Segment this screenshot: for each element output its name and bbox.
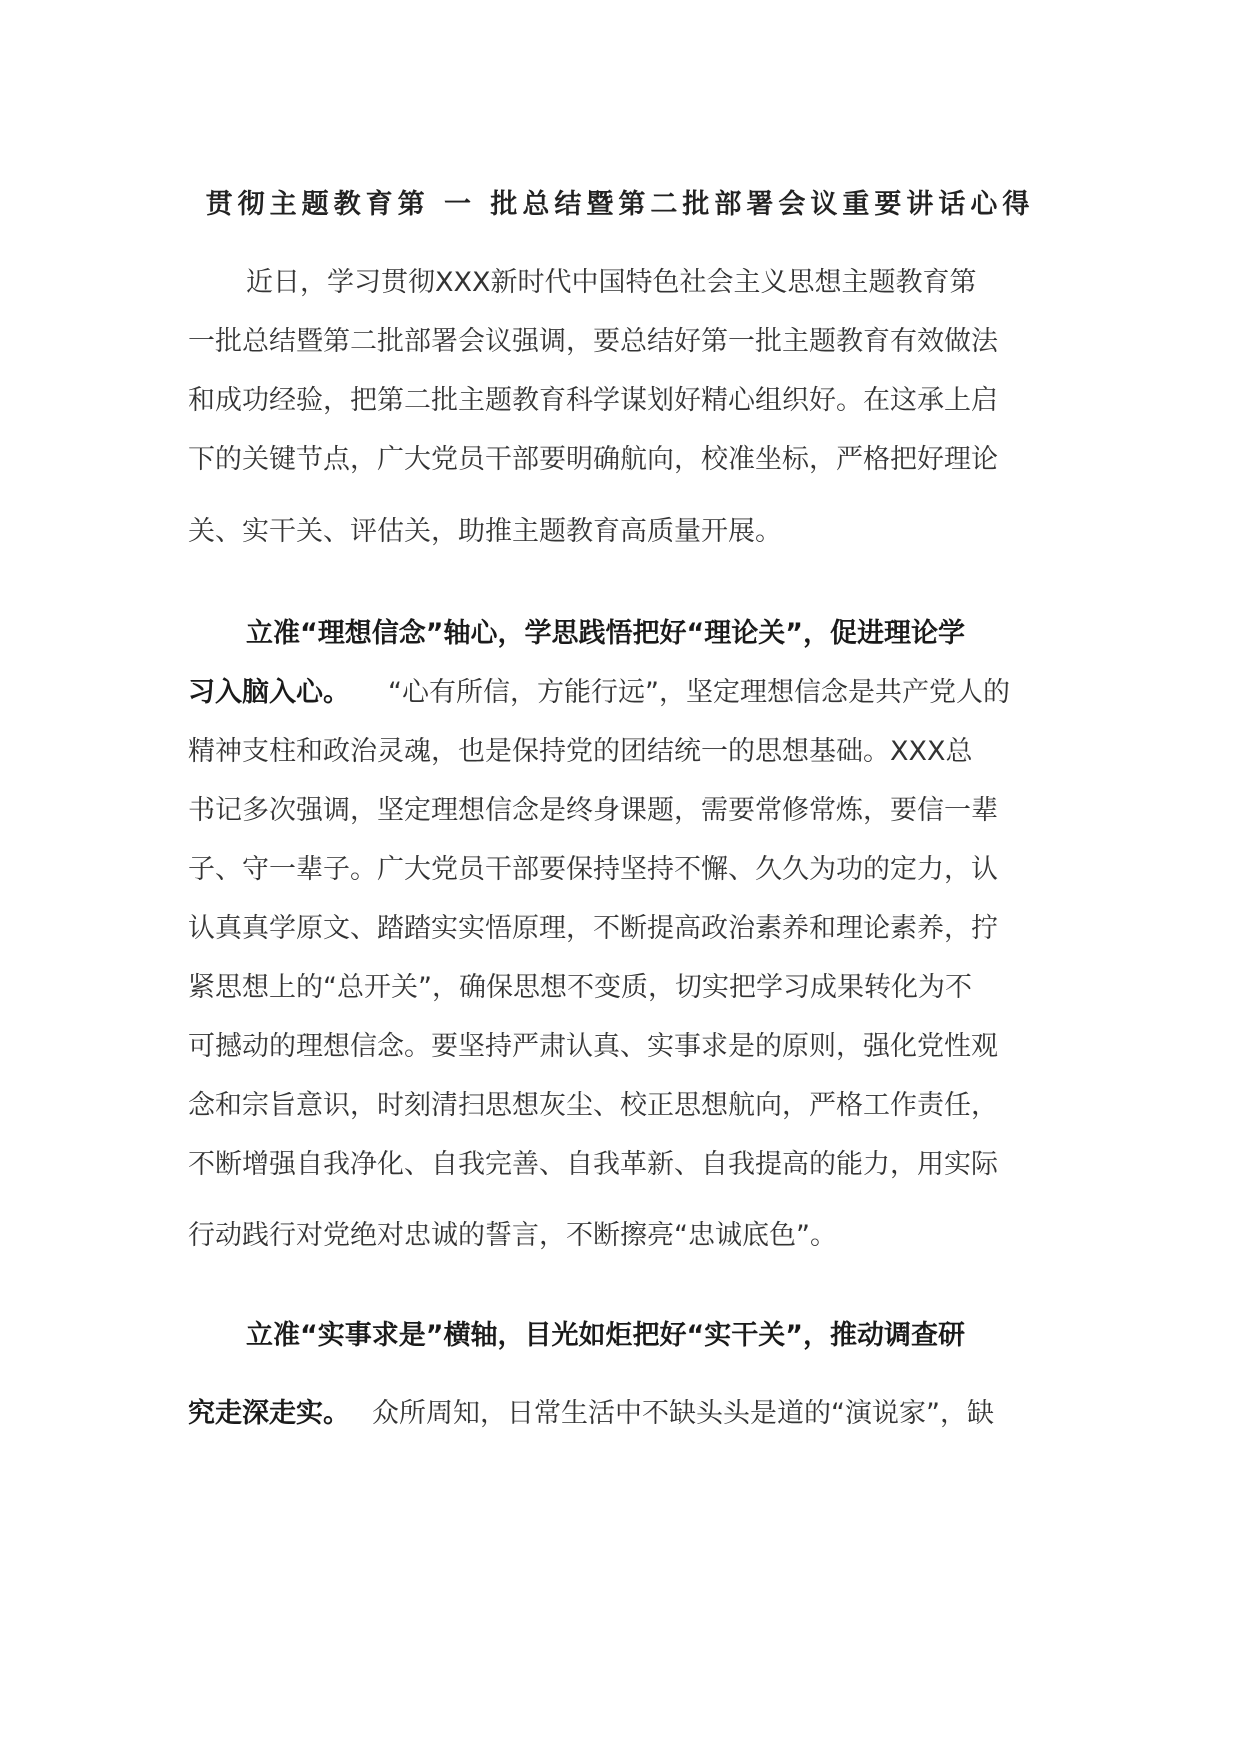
paragraph-line: 和成功经验，把第二批主题教育科学谋划好精心组织好。在这承上启 [188,385,998,416]
paragraph-line: 近日，学习贯彻XXX新时代中国特色社会主义思想主题教育第 [246,267,977,298]
paragraph-line [188,673,1010,713]
paragraph-text: 众所周知，日常生活中不缺头头是道的“演说家”，缺 [372,1398,994,1429]
section-heading-end: 究走深走实。 [188,1398,350,1429]
paragraph-line: 下的关键节点，广大党员干部要明确航向，校准坐标，严格把好理论 [188,444,998,475]
paragraph-line: 紧思想上的“总开关”，确保思想不变质，切实把学习成果转化为不 [188,972,972,1003]
section-heading: 立准“实事求是”横轴，目光如炬把好“实干关”，推动调查研 [246,1320,965,1351]
paragraph-line: 行动践行对党绝对忠诚的誓言，不断擦亮“忠诚底色”。 [188,1220,837,1251]
paragraph-line: 可撼动的理想信念。要坚持严肃认真、实事求是的原则，强化党性观 [188,1031,998,1062]
paragraph-line: 书记多次强调，坚定理想信念是终身课题，需要常修常炼，要信一辈 [188,795,998,826]
paragraph-line [188,1394,994,1434]
paragraph-line: 不断增强自我净化、自我完善、自我革新、自我提高的能力，用实际 [188,1149,998,1180]
paragraph-text: “心有所信，方能行远”，坚定理想信念是共产党人的 [388,677,1010,708]
paragraph-line: 子、守一辈子。广大党员干部要保持坚持不懈、久久为功的定力，认 [188,854,998,885]
paragraph-line: 认真真学原文、踏踏实实悟原理，不断提高政治素养和理论素养，拧 [188,913,998,944]
paragraph-line: 一批总结暨第二批部署会议强调，要总结好第一批主题教育有效做法 [188,326,998,357]
paragraph-line: 精神支柱和政治灵魂，也是保持党的团结统一的思想基础。XXX总 [188,736,973,767]
section-heading: 立准“理想信念”轴心，学思践悟把好“理论关”，促进理论学 [246,618,965,649]
paragraph-line: 关、实干关、评估关，助推主题教育高质量开展。 [188,516,782,547]
document-title: 贯彻主题教育第 一 批总结暨第二批部署会议重要讲话心得 [205,189,1035,220]
section-heading-end: 习入脑入心。 [188,677,350,708]
paragraph-line: 念和宗旨意识，时刻清扫思想灰尘、校正思想航向，严格工作责任， [188,1090,998,1121]
